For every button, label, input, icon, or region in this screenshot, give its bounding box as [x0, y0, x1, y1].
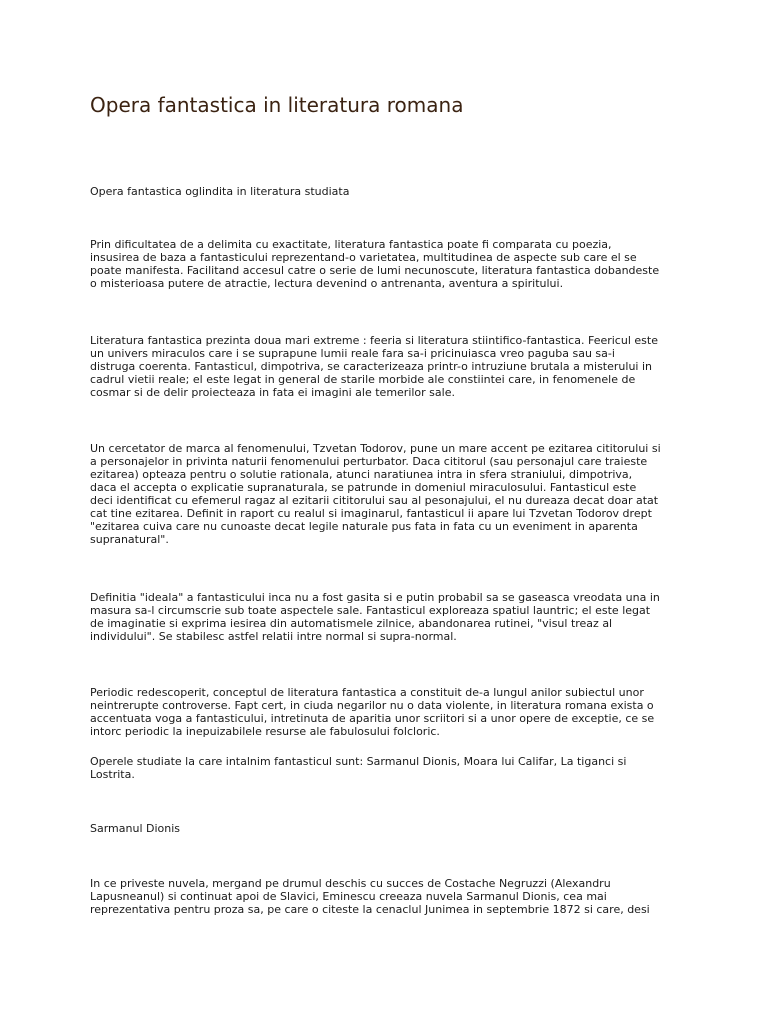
text-line: individului". Se stabilesc astfel relatii intre normal si supra-normal. — [90, 630, 457, 643]
text-line: ezitarea) opteaza pentru o solutie rationala, atunci naratiunea intra in sfera straniului, dimpotriva, — [90, 468, 633, 481]
document-subtitle — [90, 185, 690, 198]
paragraph-nuvela — [90, 877, 690, 916]
text-line: Definitia "ideala" a fantasticului inca nu a fost gasita si e putin probabil sa se gaseasca vreodata una in — [90, 591, 660, 604]
text-line: cosmar si de delir proiecteaza in fata ei imagini ale temerilor sale. — [90, 386, 455, 399]
text-line: Prin dificultatea de a delimita cu exactitate, literatura fantastica poate fi comparata cu poezia, — [90, 238, 612, 251]
text-line: accentuata voga a fantasticului, intretinuta de aparitia unor scriitori si a unor opere de exceptie, ce se — [90, 712, 655, 725]
text-line: Un cercetator de marca al fenomenului, Tzvetan Todorov, pune un mare accent pe ezitarea cititorului si — [90, 442, 661, 455]
paragraph-definition — [90, 591, 690, 643]
text-line: Lostrita. — [90, 768, 135, 781]
text-line: "ezitarea cuiva care nu cunoaste decat legile naturale pus fata in fata cu un eveniment in aparenta — [90, 520, 638, 533]
text-line: Opera fantastica oglindita in literatura studiata — [90, 185, 350, 198]
text-line: masura sa-l circumscrie sub toate aspectele sale. Fantasticul exploreaza spatiul launtric; el este legat — [90, 604, 651, 617]
paragraph-todorov — [90, 442, 690, 546]
text-line: un univers miraculos care i se suprapune lumii reale fara sa-i pricinuiasca vreo paguba sau sa-i — [90, 347, 615, 360]
text-line: In ce priveste nuvela, mergand pe drumul deschis cu succes de Costache Negruzzi (Alexandru — [90, 877, 611, 890]
text-line: Literatura fantastica prezinta doua mari extreme : feeria si literatura stiintifico-fantastica. Feericul este — [90, 334, 658, 347]
text-line: poate manifesta. Facilitand accesul catre o serie de lumi necunoscute, literatura fantastica dobandeste — [90, 264, 660, 277]
paragraph-intro — [90, 238, 690, 290]
text-line: distruga coerenta. Fantasticul, dimpotriva, se caracterizeaza printr-o intruziune brutala a misterului in — [90, 360, 652, 373]
text-line: cadrul vietii reale; el este legat in general de starile morbide ale constiintei care, in fenomenele de — [90, 373, 636, 386]
text-line: cat tine ezitarea. Definit in raport cu realul si imaginarul, fantasticul ii apare lui Tzvetan Todorov drept — [90, 507, 652, 520]
text-line: reprezentativa pentru proza sa, pe care o citeste la cenaclul Junimea in septembrie 1872 si care, desi — [90, 903, 650, 916]
text-line: neintrerupte controverse. Fapt cert, in ciuda negarilor nu o data violente, in literatura romana exista o — [90, 699, 654, 712]
paragraph-extremes — [90, 334, 690, 399]
document-title: Opera fantastica in literatura romana — [90, 93, 464, 117]
text-line: Periodic redescoperit, conceptul de literatura fantastica a constituit de-a lungul anilor subiectul unor — [90, 686, 644, 699]
text-line: insusirea de baza a fantasticului reprezentand-o varietatea, multitudinea de aspecte sub care el se — [90, 251, 637, 264]
paragraph-works — [90, 755, 690, 781]
text-line: Sarmanul Dionis — [90, 822, 181, 835]
text-line: supranatural". — [90, 533, 169, 546]
text-line: intorc periodic la inepuizabilele resurse ale fabulosului folcloric. — [90, 725, 440, 738]
paragraph-controversy — [90, 686, 690, 738]
text-line: o misterioasa putere de atractie, lectura devenind o antrenanta, aventura a spiritului. — [90, 277, 564, 290]
text-line: Operele studiate la care intalnim fantasticul sunt: Sarmanul Dionis, Moara lui Califar, La tiganci si — [90, 755, 627, 768]
text-line: deci identificat cu efemerul ragaz al ezitarii cititorului sau al pesonajului, el nu dureaza decat doar atat — [90, 494, 659, 507]
text-line: daca el accepta o explicatie supranaturala, se patrunde in domeniul miraculosului. Fantasticul este — [90, 481, 637, 494]
text-line: de imaginatie si exprima iesirea din automatismele zilnice, abandonarea rutinei, "visul treaz al — [90, 617, 613, 630]
text-line: Lapusneanul) si continuat apoi de Slavici, Eminescu creeaza nuvela Sarmanul Dionis, cea mai — [90, 890, 607, 903]
section-heading-sarmanul-dionis — [90, 822, 690, 835]
text-line: a personajelor in privinta naturii fenomenului perturbator. Daca cititorul (sau personajul care traieste — [90, 455, 648, 468]
